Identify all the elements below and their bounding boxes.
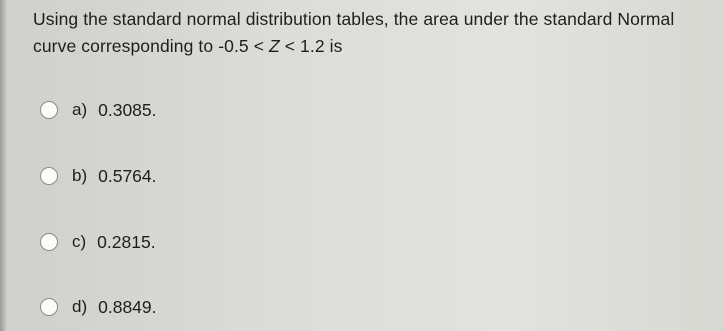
page-edge-shadow [0,0,6,331]
option-value: 0.5764. [98,165,157,186]
question-text [33,6,723,60]
radio-button-icon[interactable] [40,298,58,316]
less-than-symbol: < [279,36,301,56]
option-letter: c) [72,232,87,251]
question-line-2-suffix: is [324,36,343,56]
option-value: 0.3085. [98,99,157,120]
radio-button-icon[interactable] [40,167,58,185]
option-a[interactable] [40,97,157,123]
question-line-2-prefix: curve corresponding to [33,36,219,56]
upper-bound: 1.2 [300,36,325,56]
question-line-2 [33,33,723,60]
lower-bound: -0.5 [218,36,249,56]
radio-button-icon[interactable] [40,233,58,251]
option-value: 0.2815. [97,231,156,252]
option-letter: a) [72,100,88,119]
option-letter: d) [72,297,88,316]
variable-z: Z [269,36,280,56]
option-value: 0.8849. [98,296,157,317]
less-than-symbol: < [248,36,269,56]
option-b[interactable] [40,163,157,189]
option-c[interactable] [40,229,156,255]
option-letter: b) [72,166,88,185]
radio-button-icon[interactable] [40,101,58,119]
question-line-1: Using the standard normal distribution tables, the area under the standard Normal [33,9,675,29]
option-d[interactable] [40,294,157,320]
